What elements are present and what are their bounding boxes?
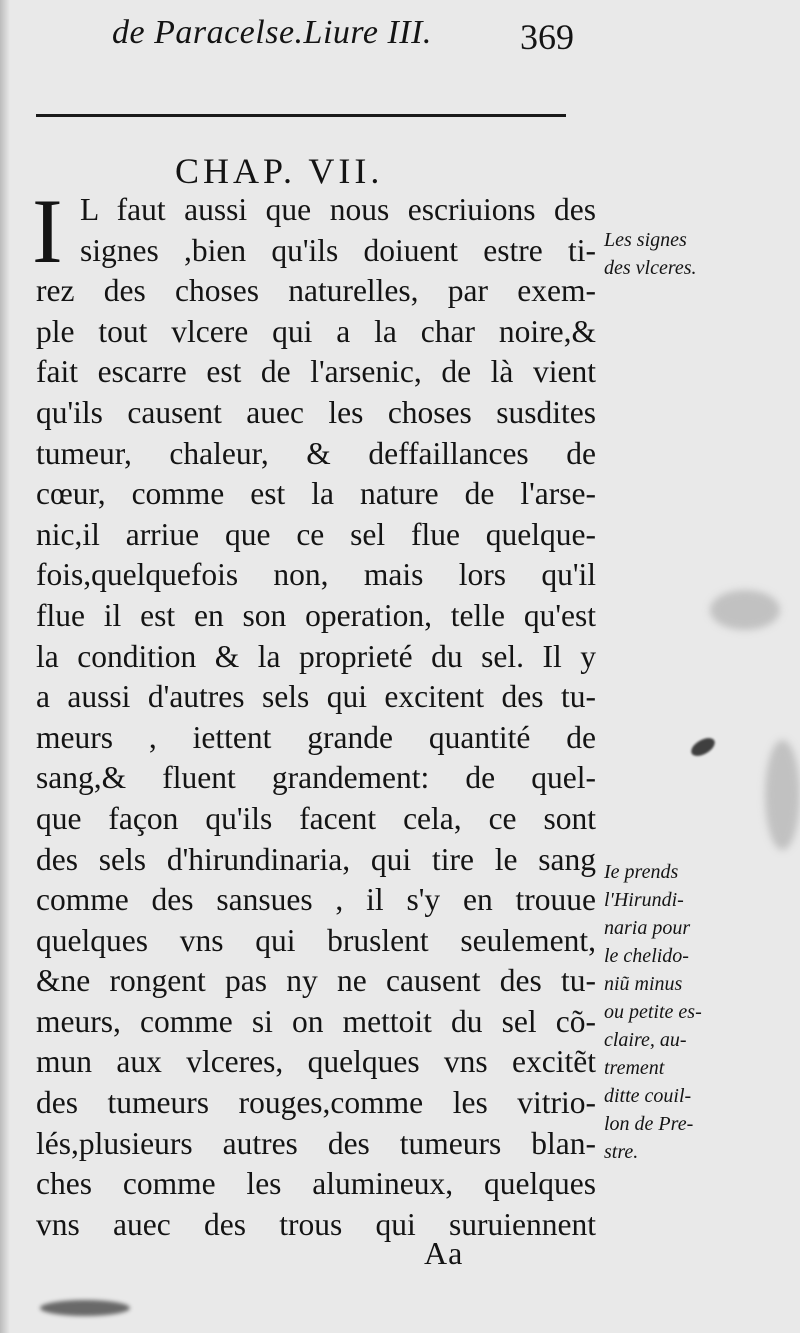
note-line: Ie prends [604, 861, 679, 883]
text-line: ple tout vlcere qui a la char noire,& [36, 313, 596, 349]
note-line: stre. [604, 1141, 639, 1163]
note-line: niũ minus [604, 973, 683, 995]
text-line: vns auec des trous qui suruiennent [36, 1206, 596, 1242]
note-line: trement [604, 1057, 665, 1079]
margin-note-hirundinaria [604, 858, 744, 1166]
text-line: meurs , iettent grande quantité de [36, 719, 596, 755]
text-line: rez des choses naturelles, par exem- [36, 273, 596, 309]
text-line: la condition & la proprieté du sel. Il y [36, 638, 596, 674]
text-line: fait escarre est de l'arsenic, de là vient [36, 354, 596, 390]
text-line: cœur, comme est la nature de l'arse- [36, 476, 596, 512]
chapter-heading: CHAP. VII. [175, 151, 384, 191]
note-line: lon de Pre- [604, 1113, 694, 1135]
paper-stain [710, 590, 780, 630]
drop-initial: I [32, 180, 63, 282]
note-line: des vlceres. [604, 257, 697, 279]
text-line: meurs, comme si on mettoit du sel cõ- [36, 1003, 596, 1039]
text-line: mun aux vlceres, quelques vns excitẽt [36, 1044, 596, 1080]
text-line: signes ,bien qu'ils doiuent estre ti- [80, 232, 596, 268]
text-line: L faut aussi que nous escriuions des [80, 192, 596, 227]
page-number: 369 [520, 17, 574, 57]
note-line: l'Hirundi- [604, 889, 684, 911]
note-line: ou petite es- [604, 1001, 702, 1023]
running-head: de Paracelse.Liure III. [112, 14, 432, 51]
text-line: qu'ils causent auec les choses susdites [36, 394, 596, 430]
paper-stain [765, 740, 800, 850]
text-line: des sels d'hirundinaria, qui tire le sang [36, 841, 596, 877]
text-line: tumeur, chaleur, & deffaillances de [36, 435, 596, 471]
text-line: des tumeurs rouges,comme les vitrio- [36, 1085, 596, 1121]
text-line: a aussi d'autres sels qui excitent des tu- [36, 679, 596, 715]
ink-blot [40, 1300, 130, 1316]
body-text [36, 190, 596, 1245]
note-line: le chelido- [604, 945, 689, 967]
note-line: ditte couil- [604, 1085, 692, 1107]
text-line: quelques vns qui bruslent seulement, [36, 922, 596, 958]
note-line: Les signes [604, 229, 687, 251]
note-line: naria pour [604, 917, 691, 939]
note-line: claire, au- [604, 1029, 687, 1051]
ink-blot [688, 734, 718, 759]
header-rule [36, 114, 566, 117]
text-line: sang,& fluent grandement: de quel- [36, 760, 596, 796]
text-line: que façon qu'ils facent cela, ce sont [36, 800, 596, 836]
text-line: ches comme les alumineux, quelques [36, 1166, 596, 1202]
text-line: flue il est en son operation, telle qu'est [36, 597, 596, 633]
text-line: lés,plusieurs autres des tumeurs blan- [36, 1125, 596, 1161]
text-line: nic,il arriue que ce sel flue quelque- [36, 516, 596, 552]
text-line: &ne rongent pas ny ne causent des tu- [36, 963, 596, 999]
catchword: Aa [424, 1235, 464, 1271]
margin-note-signes [604, 226, 744, 282]
text-line: fois,quelquefois non, mais lors qu'il [36, 557, 596, 593]
text-line: comme des sansues , il s'y en trouue [36, 882, 596, 918]
